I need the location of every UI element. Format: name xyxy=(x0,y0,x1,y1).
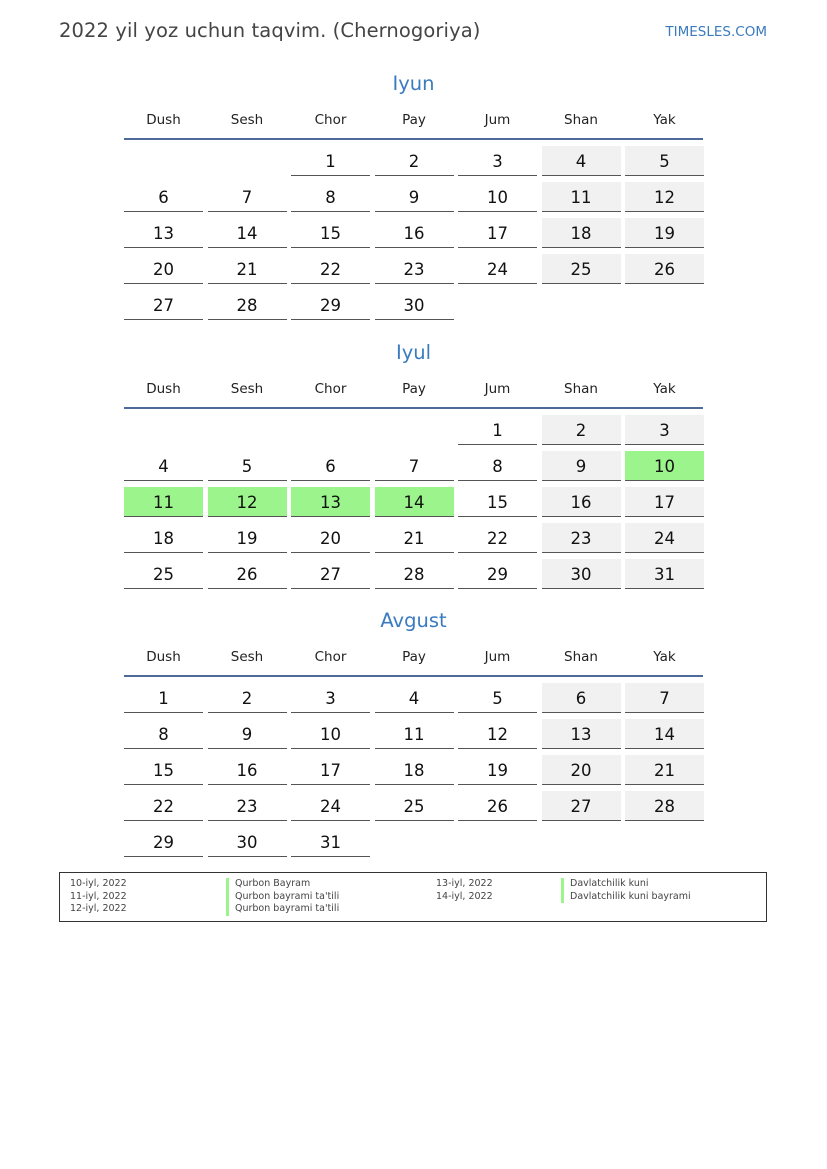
day-cell: 17 xyxy=(291,755,370,785)
day-cell: 18 xyxy=(542,218,621,248)
day-cell: 16 xyxy=(542,487,621,517)
legend-date: 11-iyl, 2022 xyxy=(70,890,127,902)
legend-date: 13-iyl, 2022 xyxy=(436,878,493,889)
legend-holiday-name: Davlatchilik kuni xyxy=(561,878,649,891)
day-cell: 8 xyxy=(124,719,203,749)
day-cell: 30 xyxy=(542,559,621,589)
day-cell: 21 xyxy=(208,254,287,284)
day-cell: 26 xyxy=(458,791,537,821)
weekday-label: Yak xyxy=(653,649,676,665)
weekday-header xyxy=(124,112,703,132)
weekday-label: Pay xyxy=(402,112,426,128)
weekday-label: Sesh xyxy=(230,381,264,397)
weekday-header xyxy=(124,381,703,401)
day-cell: 21 xyxy=(375,523,454,553)
day-cell: 16 xyxy=(375,218,454,248)
day-cell: 13 xyxy=(124,218,203,248)
weekday-label: Jum xyxy=(484,381,511,397)
weekday-label: Dush xyxy=(146,381,181,397)
header-divider xyxy=(124,138,703,140)
day-cell: 5 xyxy=(208,451,287,481)
day-cell: 15 xyxy=(124,755,203,785)
weekday-label: Shan xyxy=(564,112,598,128)
weekday-label: Jum xyxy=(484,112,511,128)
day-cell: 1 xyxy=(291,146,370,176)
day-cell: 9 xyxy=(208,719,287,749)
day-cell: 4 xyxy=(542,146,621,176)
day-cell: 25 xyxy=(542,254,621,284)
day-cell: 12 xyxy=(458,719,537,749)
day-cell: 31 xyxy=(625,559,704,589)
day-cell: 11 xyxy=(375,719,454,749)
day-cell: 30 xyxy=(375,290,454,320)
day-cell: 7 xyxy=(208,182,287,212)
day-cell: 8 xyxy=(291,182,370,212)
day-cell: 28 xyxy=(625,791,704,821)
day-cell: 3 xyxy=(458,146,537,176)
month-title: Avgust xyxy=(380,609,447,632)
day-cell: 13 xyxy=(542,719,621,749)
day-cell: 18 xyxy=(124,523,203,553)
day-cell: 29 xyxy=(458,559,537,589)
day-cell: 20 xyxy=(542,755,621,785)
day-cell: 3 xyxy=(625,415,704,445)
day-cell: 7 xyxy=(625,683,704,713)
day-cell: 10 xyxy=(458,182,537,212)
day-cell: 25 xyxy=(124,559,203,589)
holiday-legend xyxy=(59,872,767,922)
day-cell: 22 xyxy=(124,791,203,821)
day-cell: 30 xyxy=(208,827,287,857)
header-divider xyxy=(124,407,703,409)
day-cell: 27 xyxy=(124,290,203,320)
day-cell: 28 xyxy=(208,290,287,320)
weekday-label: Yak xyxy=(653,112,676,128)
day-cell: 27 xyxy=(291,559,370,589)
day-cell: 29 xyxy=(291,290,370,320)
day-cell: 6 xyxy=(291,451,370,481)
weekday-label: Pay xyxy=(402,381,426,397)
day-cell: 14 xyxy=(208,218,287,248)
holiday-day-cell: 14 xyxy=(375,487,454,517)
day-cell: 3 xyxy=(291,683,370,713)
day-cell: 5 xyxy=(625,146,704,176)
holiday-day-cell: 13 xyxy=(291,487,370,517)
day-cell: 24 xyxy=(291,791,370,821)
weekday-label: Chor xyxy=(314,649,347,665)
weekday-label: Sesh xyxy=(230,649,264,665)
day-cell: 5 xyxy=(458,683,537,713)
day-cell: 6 xyxy=(124,182,203,212)
day-cell: 26 xyxy=(208,559,287,589)
day-cell: 22 xyxy=(458,523,537,553)
day-cell: 31 xyxy=(291,827,370,857)
day-cell: 12 xyxy=(625,182,704,212)
day-cell: 11 xyxy=(542,182,621,212)
month-title: Iyul xyxy=(395,341,432,364)
day-cell: 6 xyxy=(542,683,621,713)
weekday-label: Sesh xyxy=(230,112,264,128)
day-cell: 23 xyxy=(375,254,454,284)
day-cell: 1 xyxy=(458,415,537,445)
legend-date: 14-iyl, 2022 xyxy=(436,890,493,902)
weekday-header xyxy=(124,649,703,669)
day-cell: 19 xyxy=(625,218,704,248)
weekday-label: Jum xyxy=(484,649,511,665)
day-cell: 23 xyxy=(208,791,287,821)
day-cell: 21 xyxy=(625,755,704,785)
month-title: Iyun xyxy=(392,72,435,95)
day-cell: 20 xyxy=(291,523,370,553)
day-cell: 19 xyxy=(458,755,537,785)
legend-date: 12-iyl, 2022 xyxy=(70,903,127,914)
day-cell: 17 xyxy=(458,218,537,248)
day-cell: 2 xyxy=(375,146,454,176)
weekday-label: Yak xyxy=(653,381,676,397)
day-cell: 2 xyxy=(208,683,287,713)
weekday-label: Dush xyxy=(146,649,181,665)
legend-holiday-name: Qurbon Bayram xyxy=(226,878,310,891)
day-cell: 27 xyxy=(542,791,621,821)
day-cell: 4 xyxy=(124,451,203,481)
day-cell: 9 xyxy=(375,182,454,212)
day-cell: 16 xyxy=(208,755,287,785)
day-cell: 9 xyxy=(542,451,621,481)
day-cell: 28 xyxy=(375,559,454,589)
day-cell: 10 xyxy=(291,719,370,749)
day-cell: 18 xyxy=(375,755,454,785)
day-cell: 25 xyxy=(375,791,454,821)
site-link[interactable]: TIMESLES.COM xyxy=(665,24,767,40)
weekday-label: Chor xyxy=(314,112,347,128)
weekday-label: Dush xyxy=(146,112,181,128)
day-cell: 24 xyxy=(458,254,537,284)
weekday-label: Shan xyxy=(564,381,598,397)
legend-date: 10-iyl, 2022 xyxy=(70,878,127,889)
weekday-label: Shan xyxy=(564,649,598,665)
legend-holiday-name: Qurbon bayrami ta'tili xyxy=(226,891,339,904)
header-divider xyxy=(124,675,703,677)
day-cell: 24 xyxy=(625,523,704,553)
holiday-day-cell: 11 xyxy=(124,487,203,517)
holiday-day-cell: 10 xyxy=(625,451,704,481)
day-cell: 8 xyxy=(458,451,537,481)
legend-holiday-name: Qurbon bayrami ta'tili xyxy=(226,903,339,916)
day-cell: 1 xyxy=(124,683,203,713)
day-cell: 19 xyxy=(208,523,287,553)
day-cell: 7 xyxy=(375,451,454,481)
day-cell: 23 xyxy=(542,523,621,553)
day-cell: 15 xyxy=(458,487,537,517)
day-cell: 20 xyxy=(124,254,203,284)
legend-holiday-name: Davlatchilik kuni bayrami xyxy=(561,891,691,904)
day-cell: 22 xyxy=(291,254,370,284)
day-cell: 4 xyxy=(375,683,454,713)
holiday-day-cell: 12 xyxy=(208,487,287,517)
page-title: 2022 yil yoz uchun taqvim. (Chernogoriya) xyxy=(59,19,481,42)
day-cell: 26 xyxy=(625,254,704,284)
weekday-label: Chor xyxy=(314,381,347,397)
day-cell: 2 xyxy=(542,415,621,445)
day-cell: 14 xyxy=(625,719,704,749)
day-cell: 17 xyxy=(625,487,704,517)
weekday-label: Pay xyxy=(402,649,426,665)
day-cell: 29 xyxy=(124,827,203,857)
day-cell: 15 xyxy=(291,218,370,248)
